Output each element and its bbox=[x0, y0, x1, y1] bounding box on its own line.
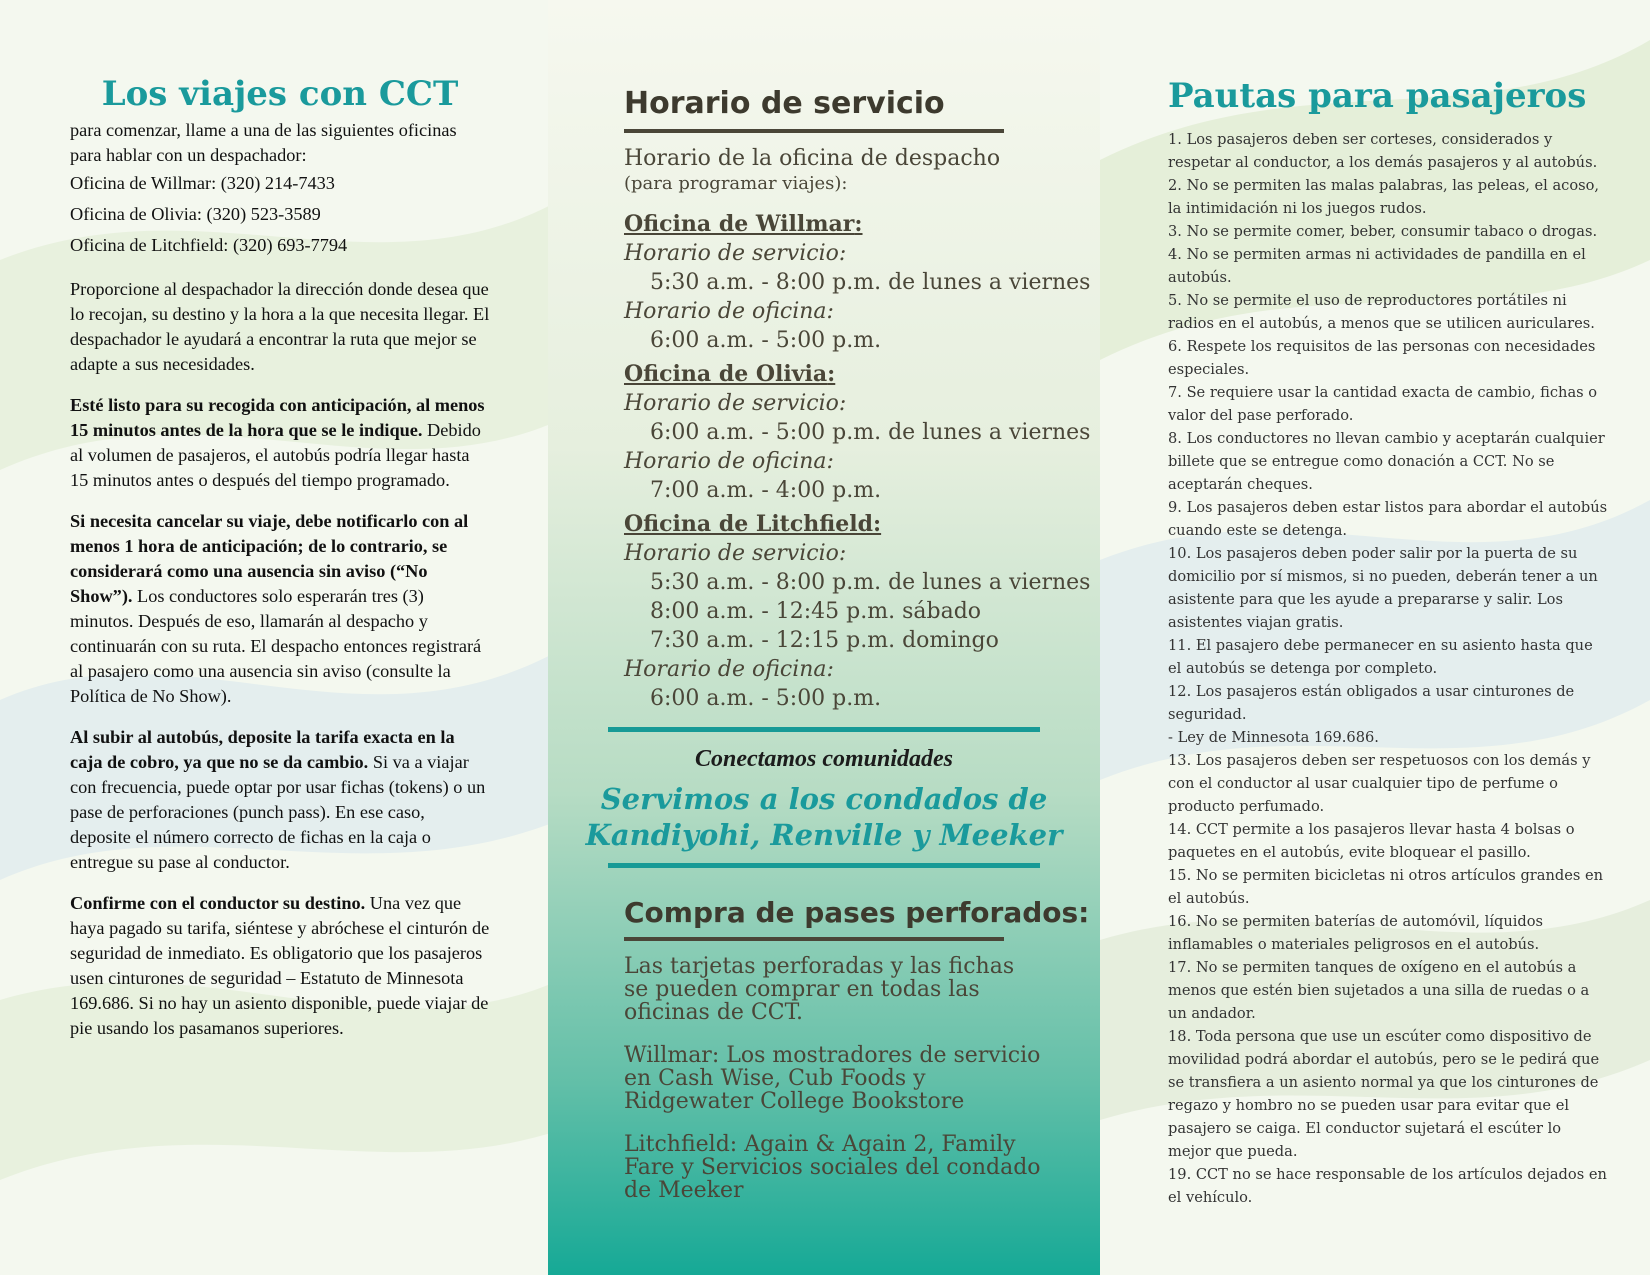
litchfield-service-hours-weekday: 5:30 a.m. - 8:00 p.m. de lunes a viernes bbox=[650, 570, 1091, 595]
litchfield-office-label: Horario de oficina: bbox=[624, 657, 834, 682]
schedule-title: Horario de servicio bbox=[624, 86, 945, 121]
rule-item: 19. CCT no se hace responsable de los artículos dejados en el vehículo. bbox=[1168, 1166, 1607, 1206]
teal-divider-top bbox=[608, 727, 1040, 732]
teal-divider-bottom bbox=[608, 863, 1040, 868]
office-litchfield-name: Oficina de Litchfield bbox=[624, 511, 873, 537]
office-willmar-colon: : bbox=[854, 211, 863, 237]
rule-item: 2. No se permiten las malas palabras, las peleas, el acoso, la intimidación ni los juegos rudos. bbox=[1168, 177, 1600, 217]
rule-item: 7. Se requiere usar la cantidad exacta de cambio, fichas o valor del pase perforado. bbox=[1168, 384, 1598, 424]
right-title: Pautas para pasajeros bbox=[1168, 76, 1587, 116]
ready-text: Debido al volumen de pasajeros, el autobús podría llegar hasta 15 minutos antes o después del tiempo programado. bbox=[70, 420, 481, 490]
office-phone-litchfield: Oficina de Litchfield: (320) 693-7794 bbox=[70, 235, 348, 255]
rule-item: 3. No se permite comer, beber, consumir tabaco o drogas. bbox=[1168, 223, 1598, 240]
left-column bbox=[70, 0, 490, 1041]
ready-paragraph bbox=[70, 393, 490, 493]
cancel-paragraph bbox=[70, 509, 490, 709]
office-willmar-name: Oficina de Willmar bbox=[624, 211, 855, 237]
rule-item: 16. No se permiten baterías de automóvil, líquidos inflamables o materiales peligrosos en el autobús. bbox=[1168, 913, 1544, 953]
olivia-office-label: Horario de oficina: bbox=[624, 449, 834, 474]
rule-item: 1. Los pasajeros deben ser corteses, considerados y respetar al conductor, a los demás pasajeros y al autobús. bbox=[1168, 131, 1598, 171]
rule-item: 14. CCT permite a los pasajeros llevar hasta 4 bolsas o paquetes en el autobús, evite bloquear el pasillo. bbox=[1168, 821, 1575, 861]
intro-text: para comenzar, llame a una de las siguientes oficinas para hablar con un despachador: bbox=[70, 120, 457, 165]
rule-item: 10. Los pasajeros deben poder salir por la puerta de su domicilio por sí mismos, si no pueden, deberán tener a un asistente para que les ayude a prepararse y salir. Los asistentes viajan gratis. bbox=[1168, 545, 1598, 631]
counties-line-1: Servimos a los condados de bbox=[600, 782, 1048, 816]
left-title: Los viajes con CCT bbox=[101, 74, 459, 114]
office-phone-willmar: Oficina de Willmar: (320) 214-7433 bbox=[70, 173, 335, 193]
cancel-bold: Si necesita cancelar su viaje, debe notificarlo con al menos 1 hora de anticipación; de lo contrario, se considerará como una ausencia sin aviso (“No Show”). bbox=[70, 511, 469, 606]
passes-paragraph-litchfield: Litchfield: Again & Again 2, Family Fare y Servicios sociales del condado de Meeker bbox=[624, 1132, 1041, 1203]
passes-divider bbox=[624, 937, 1004, 941]
rule-item: - Ley de Minnesota 169.686. bbox=[1168, 729, 1379, 746]
litchfield-service-hours-saturday: 8:00 a.m. - 12:45 p.m. sábado bbox=[650, 599, 982, 624]
fare-bold: Al subir al autobús, deposite la tarifa exacta en la caja de cobro, ya que no se da cambio. bbox=[70, 727, 455, 772]
rule-item: 9. Los pasajeros deben estar listos para abordar el autobús cuando este se detenga. bbox=[1168, 499, 1608, 539]
fare-paragraph bbox=[70, 725, 490, 875]
office-willmar-heading bbox=[624, 209, 1100, 239]
office-litchfield-heading bbox=[624, 509, 1100, 539]
passes-title: Compra de pases perforados: bbox=[624, 896, 1090, 929]
willmar-service-hours: 5:30 a.m. - 8:00 p.m. de lunes a viernes bbox=[650, 270, 1091, 295]
rules-list bbox=[1168, 128, 1608, 1209]
olivia-office-hours: 7:00 a.m. - 4:00 p.m. bbox=[650, 478, 882, 503]
confirm-paragraph bbox=[70, 891, 490, 1041]
passes-paragraph-willmar: Willmar: Los mostradores de servicio en Cash Wise, Cub Foods y Ridgewater College Bookstore bbox=[624, 1043, 1041, 1114]
passes-paragraph-general: Las tarjetas perforadas y las fichas se pueden comprar en todas las oficinas de CCT. bbox=[624, 954, 1015, 1025]
rule-item: 15. No se permiten bicicletas ni otros artículos grandes en el autobús. bbox=[1168, 867, 1603, 907]
rule-item: 12. Los pasajeros están obligados a usar cinturones de seguridad. bbox=[1168, 683, 1575, 723]
litchfield-service-label: Horario de servicio: bbox=[624, 541, 847, 566]
confirm-bold: Confirme con el conductor su destino. bbox=[70, 893, 366, 913]
office-olivia-colon: : bbox=[827, 361, 836, 387]
dispatch-subheading: (para programar viajes): bbox=[624, 173, 848, 194]
dispatch-heading: Horario de la oficina de despacho bbox=[624, 146, 1001, 171]
rule-item: 4. No se permiten armas ni actividades de pandilla en el autobús. bbox=[1168, 246, 1586, 286]
willmar-office-label: Horario de oficina: bbox=[624, 299, 834, 324]
olivia-service-hours: 6:00 a.m. - 5:00 p.m. de lunes a viernes bbox=[650, 420, 1091, 445]
office-olivia-name: Oficina de Olivia bbox=[624, 361, 828, 387]
confirm-text: Una vez que haya pagado su tarifa, siéntese y abróchese el cinturón de seguridad de inmediato. Es obligatorio que los pasajeros usen cinturones de seguridad – Estatuto de Minnesota 169.686. Si no hay un asiento disponible, puede viajar de pie usando los pasamanos superiores. bbox=[70, 893, 490, 1038]
litchfield-office-hours: 6:00 a.m. - 5:00 p.m. bbox=[650, 686, 882, 711]
rule-item: 17. No se permiten tanques de oxígeno en el autobús a menos que estén bien sujetados a una silla de ruedas o a un andador. bbox=[1168, 959, 1590, 1022]
tagline: Conectamos comunidades bbox=[694, 746, 953, 772]
rule-item: 5. No se permite el uso de reproductores portátiles ni radios en el autobús, a menos que se utilicen auriculares. bbox=[1168, 292, 1595, 332]
office-olivia-heading bbox=[624, 359, 1100, 389]
counties-statement bbox=[548, 781, 1100, 853]
middle-column bbox=[548, 0, 1100, 1202]
cancel-text: Los conductores solo esperarán tres (3) minutos. Después de eso, llamarán al despacho y continuarán con su ruta. El despacho entonces registrará al pasajero como una ausencia sin aviso (consulte la Política de No Show). bbox=[70, 586, 482, 706]
right-column bbox=[1168, 0, 1608, 1209]
willmar-service-label: Horario de servicio: bbox=[624, 241, 847, 266]
dispatch-paragraph: Proporcione al despachador la dirección donde desea que lo recojan, su destino y la hora a la que necesita llegar. El despachador le ayudará a encontrar la ruta que mejor se adapte a sus necesidades. bbox=[70, 279, 490, 374]
office-phone-olivia: Oficina de Olivia: (320) 523-3589 bbox=[70, 204, 321, 224]
rule-item: 18. Toda persona que use un escúter como dispositivo de movilidad podrá abordar el autobús, pero se le pedirá que se transfiera a un asiento normal ya que los cinturones de regazo y hombro no se pueden usar para evitar que el pasajero se caiga. El conductor sujetará el escúter lo mejor que pueda. bbox=[1168, 1028, 1600, 1160]
olivia-service-label: Horario de servicio: bbox=[624, 391, 847, 416]
fare-text: Si va a viajar con frecuencia, puede optar por usar fichas (tokens) o un pase de perforaciones (punch pass). En ese caso, deposite el número correcto de fichas en la caja o entregue su pase al conductor. bbox=[70, 752, 486, 872]
litchfield-service-hours-sunday: 7:30 a.m. - 12:15 p.m. domingo bbox=[650, 628, 999, 653]
rule-item: 6. Respete los requisitos de las personas con necesidades especiales. bbox=[1168, 338, 1596, 378]
schedule-divider bbox=[624, 129, 1004, 133]
counties-line-2: Kandiyohi, Renville y Meeker bbox=[585, 818, 1063, 852]
rule-item: 13. Los pasajeros deben ser respetuosos con los demás y con el conductor al usar cualquier tipo de perfume o producto perfumado. bbox=[1168, 752, 1591, 815]
ready-bold: Esté listo para su recogida con anticipación, al menos 15 minutos antes de la hora que se le indique. bbox=[70, 395, 485, 440]
rule-item: 11. El pasajero debe permanecer en su asiento hasta que el autobús se detenga por completo. bbox=[1168, 637, 1593, 677]
willmar-office-hours: 6:00 a.m. - 5:00 p.m. bbox=[650, 328, 882, 353]
rule-item: 8. Los conductores no llevan cambio y aceptarán cualquier billete que se entregue como donación a CCT. No se aceptarán cheques. bbox=[1168, 430, 1605, 493]
office-litchfield-colon: : bbox=[872, 511, 882, 537]
